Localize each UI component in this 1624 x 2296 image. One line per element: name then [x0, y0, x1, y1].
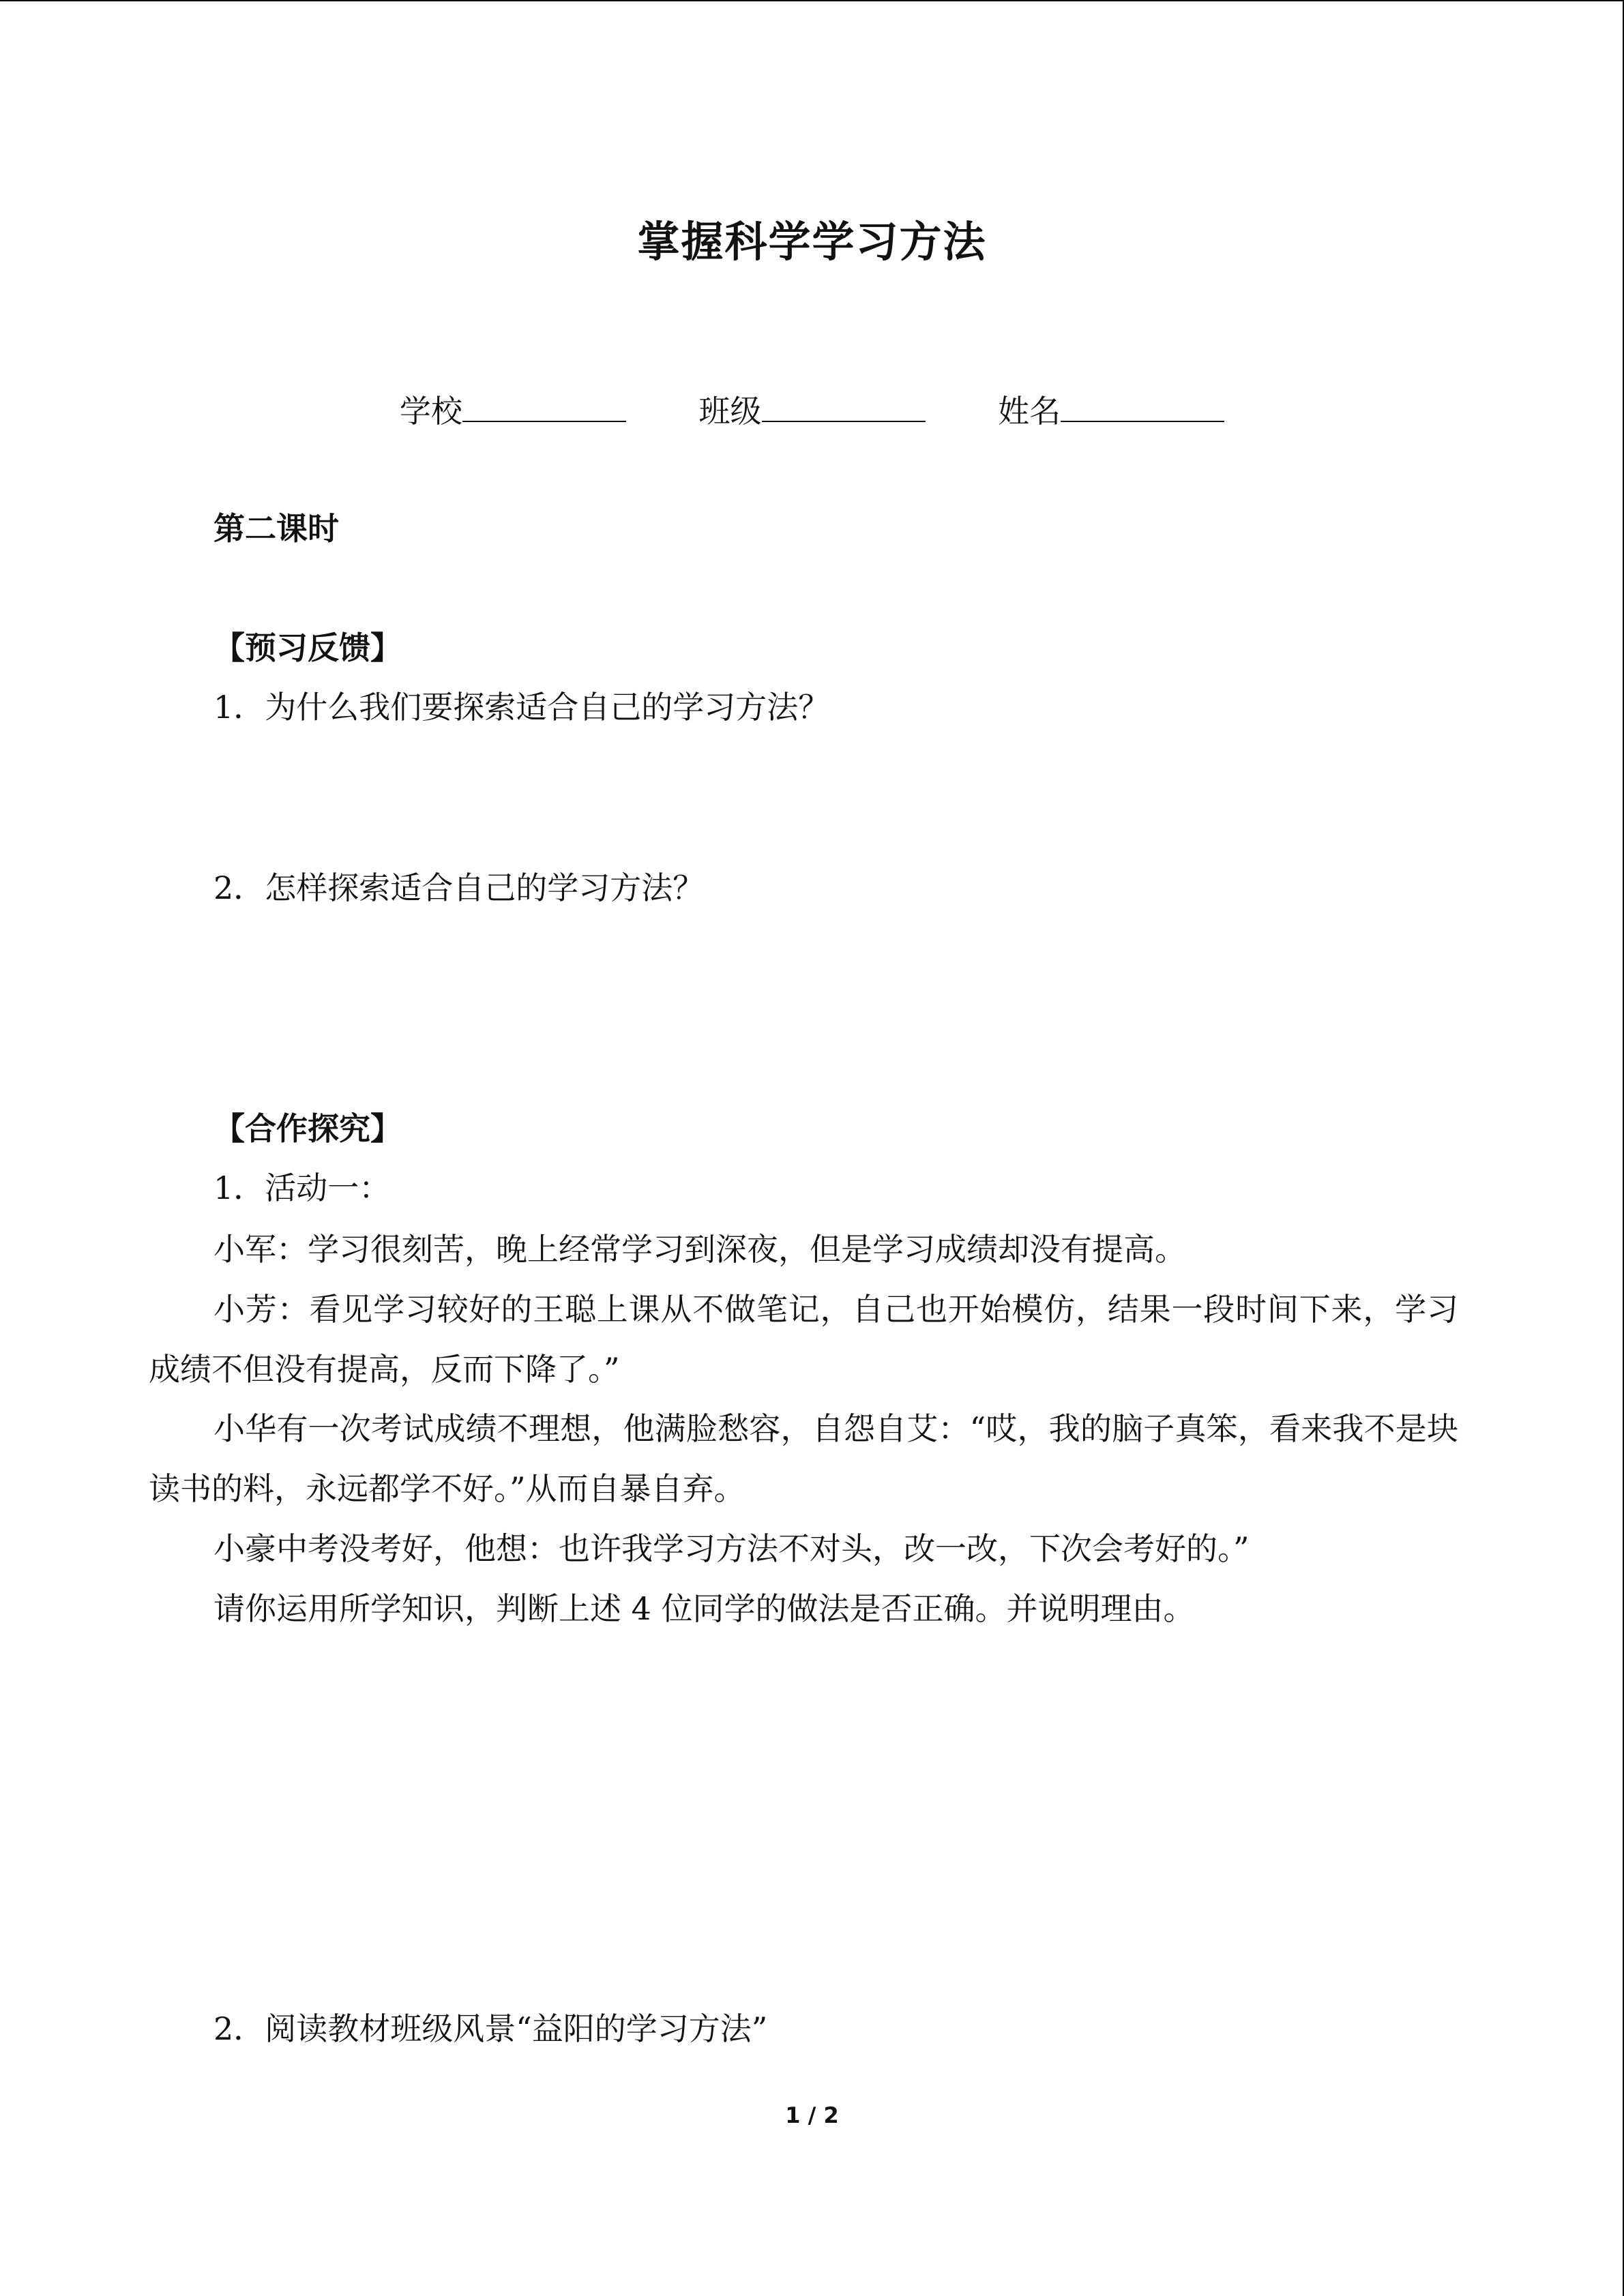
page-number: 1 / 2	[785, 2102, 839, 2128]
preview-heading: 【预习反馈】	[213, 629, 402, 666]
student-info-row	[0, 387, 1624, 432]
name-label: 姓名	[998, 393, 1061, 430]
class-blank[interactable]	[762, 391, 926, 422]
explore-heading: 【合作探究】	[213, 1110, 402, 1147]
paragraph-instruction: 请你运用所学知识，判断上述 4 位同学的做法是否正确。并说明理由。	[213, 1590, 1195, 1627]
class-label: 班级	[698, 393, 762, 430]
paragraph-xiaohao: 小豪中考没考好，他想：也许我学习方法不对头，改一改，下次会考好的。”	[213, 1530, 1250, 1567]
paragraph-xiaojun: 小军：学习很刻苦，晚上经常学习到深夜，但是学习成绩却没有提高。	[213, 1231, 1186, 1268]
preview-question-1: 1．为什么我们要探索适合自己的学习方法？	[213, 689, 830, 726]
school-label: 学校	[399, 393, 462, 430]
paragraph-xiaofang: 小芳：看见学习较好的王聪上课从不做笔记，自己也开始模仿，结果一段时间下来，学习成绩不但没有提高，反而下降了。”	[149, 1291, 1458, 1388]
lesson-label: 第二课时	[213, 510, 339, 547]
page-title: 掌握科学学习方法	[637, 217, 987, 267]
activity-2-label: 2．阅读教材班级风景“益阳的学习方法”	[213, 2010, 768, 2047]
preview-question-2: 2．怎样探索适合自己的学习方法？	[213, 869, 705, 906]
school-field	[400, 387, 626, 432]
name-blank[interactable]	[1061, 391, 1224, 422]
activity-1-label: 1．活动一：	[213, 1169, 391, 1206]
class-field	[699, 387, 926, 432]
paragraph-xiaohua: 小华有一次考试成绩不理想，他满脸愁容，自怨自艾：“哎，我的脑子真笨，看来我不是块读书的料，永远都学不好。”从而自暴自弃。	[149, 1410, 1458, 1507]
name-field	[998, 387, 1224, 432]
school-blank[interactable]	[462, 391, 626, 422]
